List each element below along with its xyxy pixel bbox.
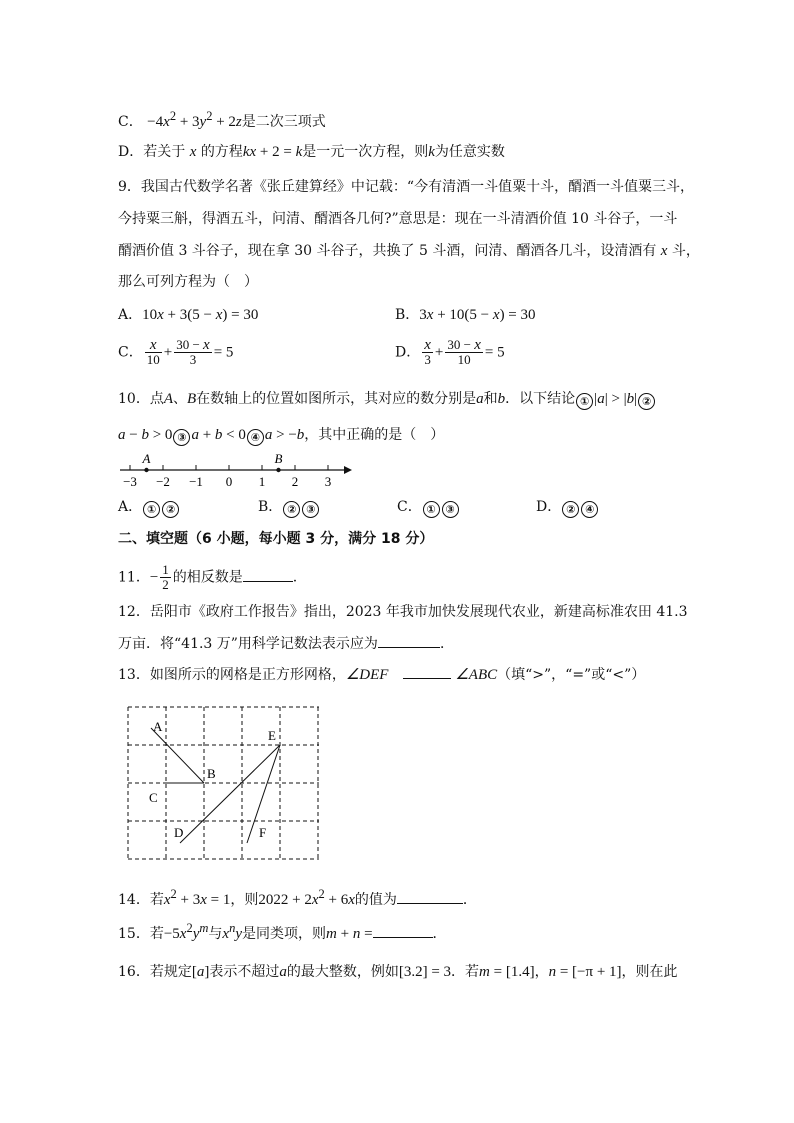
number-line [118,450,358,490]
number-line-tick-label: 1 [258,474,266,489]
section-2-title: 二、填空题（6 小题，每小题 3 分，满分 18 分） [118,531,434,547]
number-line-tick-label: 0 [225,474,233,489]
q9-line4: 那么可列方程为（ ） [118,274,258,290]
q12-answer-blank[interactable] [378,633,440,648]
segment-ab [151,728,204,783]
label-d: D [174,825,184,840]
q14: 14．若$x^2 + 3x = 1$，则$2022 + 2x^2 + 6x$的值为 ． [118,887,477,908]
label-a: A [153,719,163,734]
number-line-point-label: B [274,451,283,466]
q10-option-c: C． ① ③ [397,497,460,518]
q13-answer-blank[interactable] [403,664,451,679]
grid-figure [127,706,320,862]
q14-answer-blank[interactable] [397,889,463,904]
number-line-tick-label: 3 [324,474,332,489]
number-line-tick-label: −1 [189,474,203,489]
number-line-tick-label: −3 [123,474,137,489]
q9-option-b: B．3x + 10(5 − x) = 30 [395,307,536,323]
label-e: E [268,728,276,743]
q8-option-c: C． $-4x^2 + 3y^2 + 2z$是二次三项式 [118,109,326,130]
number-line-point-label: A [142,451,151,466]
q10-option-d: D． ② ④ [536,497,599,518]
q10-option-b: B． ② ③ [258,497,320,518]
number-line-tick-label: 2 [291,474,299,489]
q15: 15．若$-5x^2y^m$与$x^ny$是同类项，则m + n = ． [118,921,447,942]
q12-line2: 万亩．将“41.3 万”用科学记数法表示应为 ． [118,633,454,654]
number-line-point-b [276,468,280,472]
q10-option-a: A． ① ② [118,497,180,518]
q16: 16．若规定[a]表示不超过a的最大整数，例如[3.2] = 3．若m = [1.4]，n = [−π + 1]，则在此 [118,964,678,980]
q15-answer-blank[interactable] [373,923,433,938]
q10-line1: 10．点A、B在数轴上的位置如图所示，其对应的数分别是a和b．以下结论 ① |a| > |b| ② [118,389,656,410]
number-line-point-a [144,468,148,472]
q9-option-a: A．10x + 3(5 − x) = 30 [118,307,259,323]
q9-line3: 醑酒价值 3 斗谷子，现在拿 30 斗谷子，共换了 5 斗酒，问清、醑酒各几斗，设清酒有 x 斗， [118,243,700,259]
number-line-arrow [344,466,352,474]
q9-line2: 今持粟三斛，得酒五斗，问清、醑酒各几何?”意思是：现在一斗清酒价值 10 斗谷子，一斗 [118,211,678,227]
q11: 11．− $\frac{1}{2}$ 的相反数是 . [118,562,298,592]
q9-line1: 9．我国古代数学名著《张丘建算经》中记载：“今有清酒一斗值粟十斗，醑酒一斗值粟三斗， [118,179,695,195]
q8-option-d: D．若关于 x 的方程kx + 2 = k是一元一次方程，则k为任意实数 [118,144,505,160]
q9-option-c: C． $\frac{x}{10}$ + $\frac{30 - x}{3}$ = 5 [118,337,234,367]
label-f: F [259,825,267,840]
label-c: C [149,790,158,805]
q12-line1: 12．岳阳市《政府工作报告》指出，2023 年我市加快发展现代农业，新建高标准农田 41.3 [118,604,688,620]
q9-option-d: D． $\frac{x}{3}$ + $\frac{30 - x}{10}$ = 5 [395,337,505,367]
q10-line2: a − b > 0 ③ a + b < 0 ④ a > −b，其中正确的是（ ） [118,427,445,444]
label-b: B [207,766,216,781]
q11-answer-blank[interactable] [243,567,293,582]
q13: 13．如图所示的网格是正方形网格，∠DEF ∠ABC（填“>”，“=”或“<”） [118,664,645,685]
number-line-tick-label: −2 [156,474,170,489]
